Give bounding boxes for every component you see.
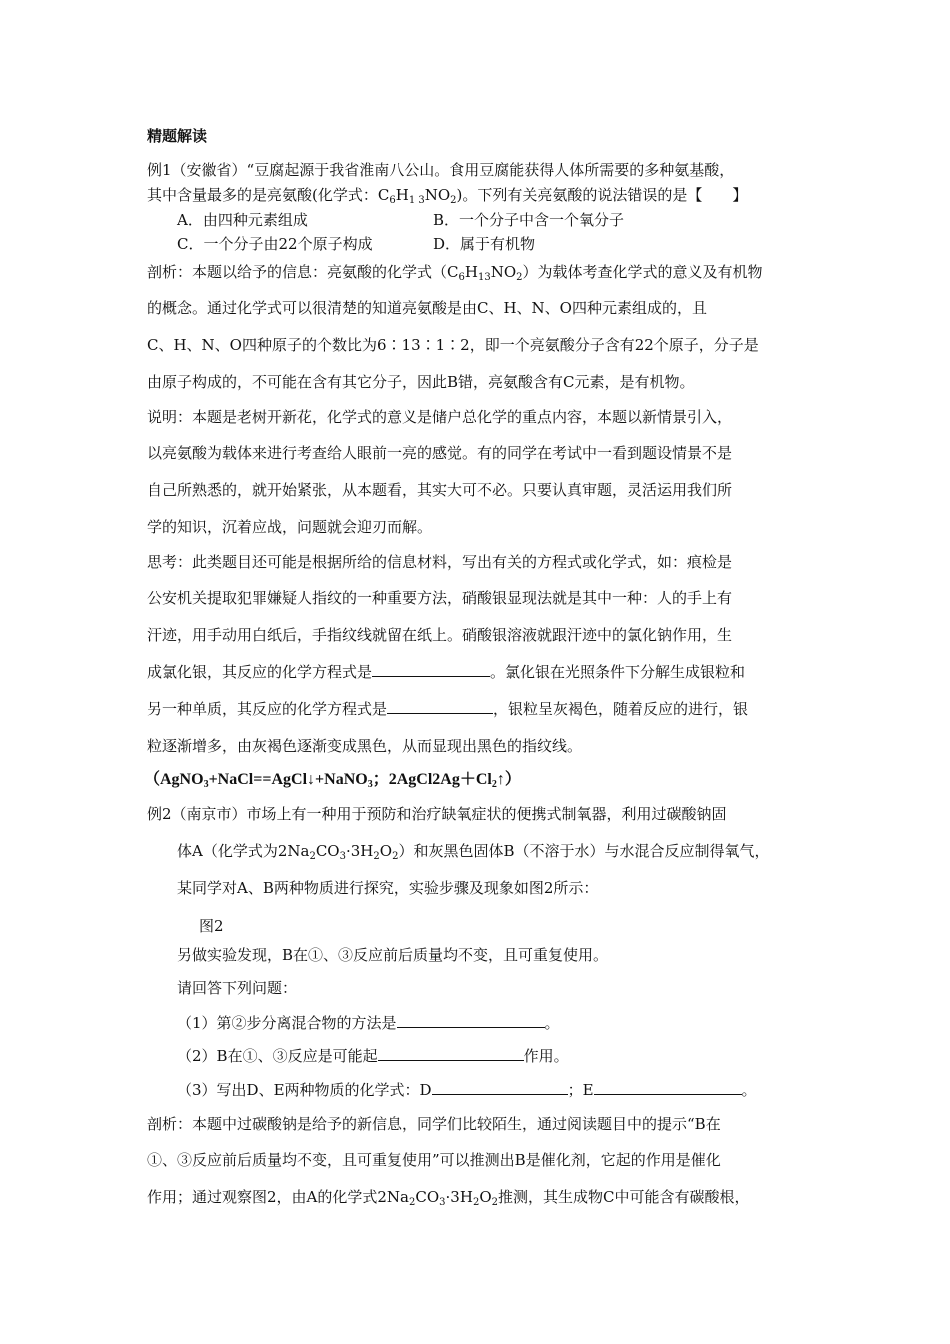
option-a: A．由四种元素组成 [177, 211, 308, 229]
think1-line5: 另一种单质，其反应的化学方程式是 ，银粒呈灰褐色，随着反应的进行，银 [147, 700, 749, 718]
example2-line4: 另做实验发现，B在①、③反应前后质量均不变，且可重复使用。 [177, 946, 609, 964]
think1-line6: 粒逐渐增多，由灰褐色逐渐变成黑色，从而显现出黑色的指纹线。 [147, 737, 583, 755]
example2-line2: 体A（化学式为$2Na_2CO_3\cdot 3H_2O_2$）和灰黑色固体B（不溶于水）与水混合反应制得氧气， [177, 842, 770, 862]
question-2: （2）B在①、③反应是可能起 作用。 [177, 1047, 569, 1065]
answer-blank-q2[interactable] [378, 1046, 524, 1061]
note1-line2: 以亮氨酸为载体来进行考查给人眼前一亮的感觉。有的同学在考试中一看到题设情景不是 [147, 444, 733, 462]
think1-line2: 公安机关提取犯罪嫌疑人指纹的一种重要方法，硝酸银显现法就是其中一种：人的手上有 [147, 589, 733, 607]
analysis2-line1: 剖析：本题中过碳酸钠是给予的新信息，同学们比较陌生，通过阅读题目中的提示“B在 [147, 1115, 721, 1133]
analysis1-line1: 剖析：本题以给予的信息：亮氨酸的化学式$(C_6H_{13}NO_2)$为载体考查化学式的意义及有机物 [147, 263, 763, 283]
analysis1-line3: C、H、N、O四种原子的个数比为6∶13∶1∶2，即一个亮氨酸分子含有22个原子，分子是 [147, 336, 759, 354]
question-1: （1）第②步分离混合物的方法是 。 [177, 1014, 560, 1032]
example1-line1: 例1（安徽省）“豆腐起源于我省淮南八公山。食用豆腐能获得人体所需要的多种氨基酸， [147, 161, 735, 179]
example2-line3: 某同学对A、B两种物质进行探究，实验步骤及现象如图2所示： [177, 879, 599, 897]
example2-line5: 请回答下列问题： [177, 979, 298, 997]
analysis1-line2: 的概念。通过化学式可以很清楚的知道亮氨酸是由C、H、N、O四种元素组成的，且 [147, 299, 707, 317]
option-c: C．一个分子由22个原子构成 [177, 235, 373, 253]
option-d: D．属于有机物 [433, 235, 536, 253]
answer-blank-2[interactable] [387, 699, 493, 714]
example1-line2: 其中含量最多的是亮氨酸(化学式：$C_6H_{1 3}NO_2$)。下列有关亮氨酸的说法错误的是【 】 [147, 186, 748, 206]
think1-line4: 成氯化银，其反应的化学方程式是 。氯化银在光照条件下分解生成银粒和 [147, 663, 746, 681]
option-b: B．一个分子中含一个氧分子 [433, 211, 625, 229]
think1-line1: 思考：此类题目还可能是根据所给的信息材料，写出有关的方程式或化学式，如：痕检是 [147, 553, 733, 571]
analysis1-line4: 由原子构成的，不可能在含有其它分子，因此B错，亮氨酸含有C元素，是有机物。 [147, 373, 695, 391]
answer-blank-d[interactable] [432, 1080, 568, 1095]
question-3: （3）写出D、E两种物质的化学式：D ；E 。 [177, 1081, 757, 1099]
note1-line3: 自己所熟悉的，就开始紧张，从本题看，其实大可不必。只要认真审题，灵活运用我们所 [147, 481, 733, 499]
section-heading: 精题解读 [147, 127, 208, 145]
think1-answer: （AgNO$_3$+NaCl==AgCl↓+NaNO$_3$；$2AgCl2Ag+Cl_2↑$） [144, 771, 521, 790]
note1-line1: 说明：本题是老树开新花，化学式的意义是储户总化学的重点内容，本题以新情景引入， [147, 408, 733, 426]
answer-blank-e[interactable] [594, 1080, 742, 1095]
example2-line1: 例2（南京市）市场上有一种用于预防和治疗缺氧症状的便携式制氧器，利用过碳酸钠固 [147, 805, 727, 823]
answer-blank-1[interactable] [372, 662, 490, 677]
analysis2-line3: 作用；通过观察图2，由A的化学式$2Na_2CO_3\cdot 3H_2O_2$推测，其生成物C中可能含有碳酸根， [147, 1188, 750, 1208]
think1-line3: 汗迹，用手动用白纸后，手指纹线就留在纸上。硝酸银溶液就跟汗迹中的氯化钠作用，生 [147, 626, 733, 644]
figure-caption: 图2 [199, 917, 224, 935]
answer-blank-q1[interactable] [397, 1013, 545, 1028]
option-row-cd [177, 234, 535, 254]
analysis2-line2: ①、③反应前后质量均不变，且可重复使用”可以推测出B是催化剂，它起的作用是催化 [147, 1151, 721, 1169]
option-row-ab [177, 210, 624, 230]
note1-line4: 学的知识，沉着应战，问题就会迎刃而解。 [147, 518, 433, 536]
